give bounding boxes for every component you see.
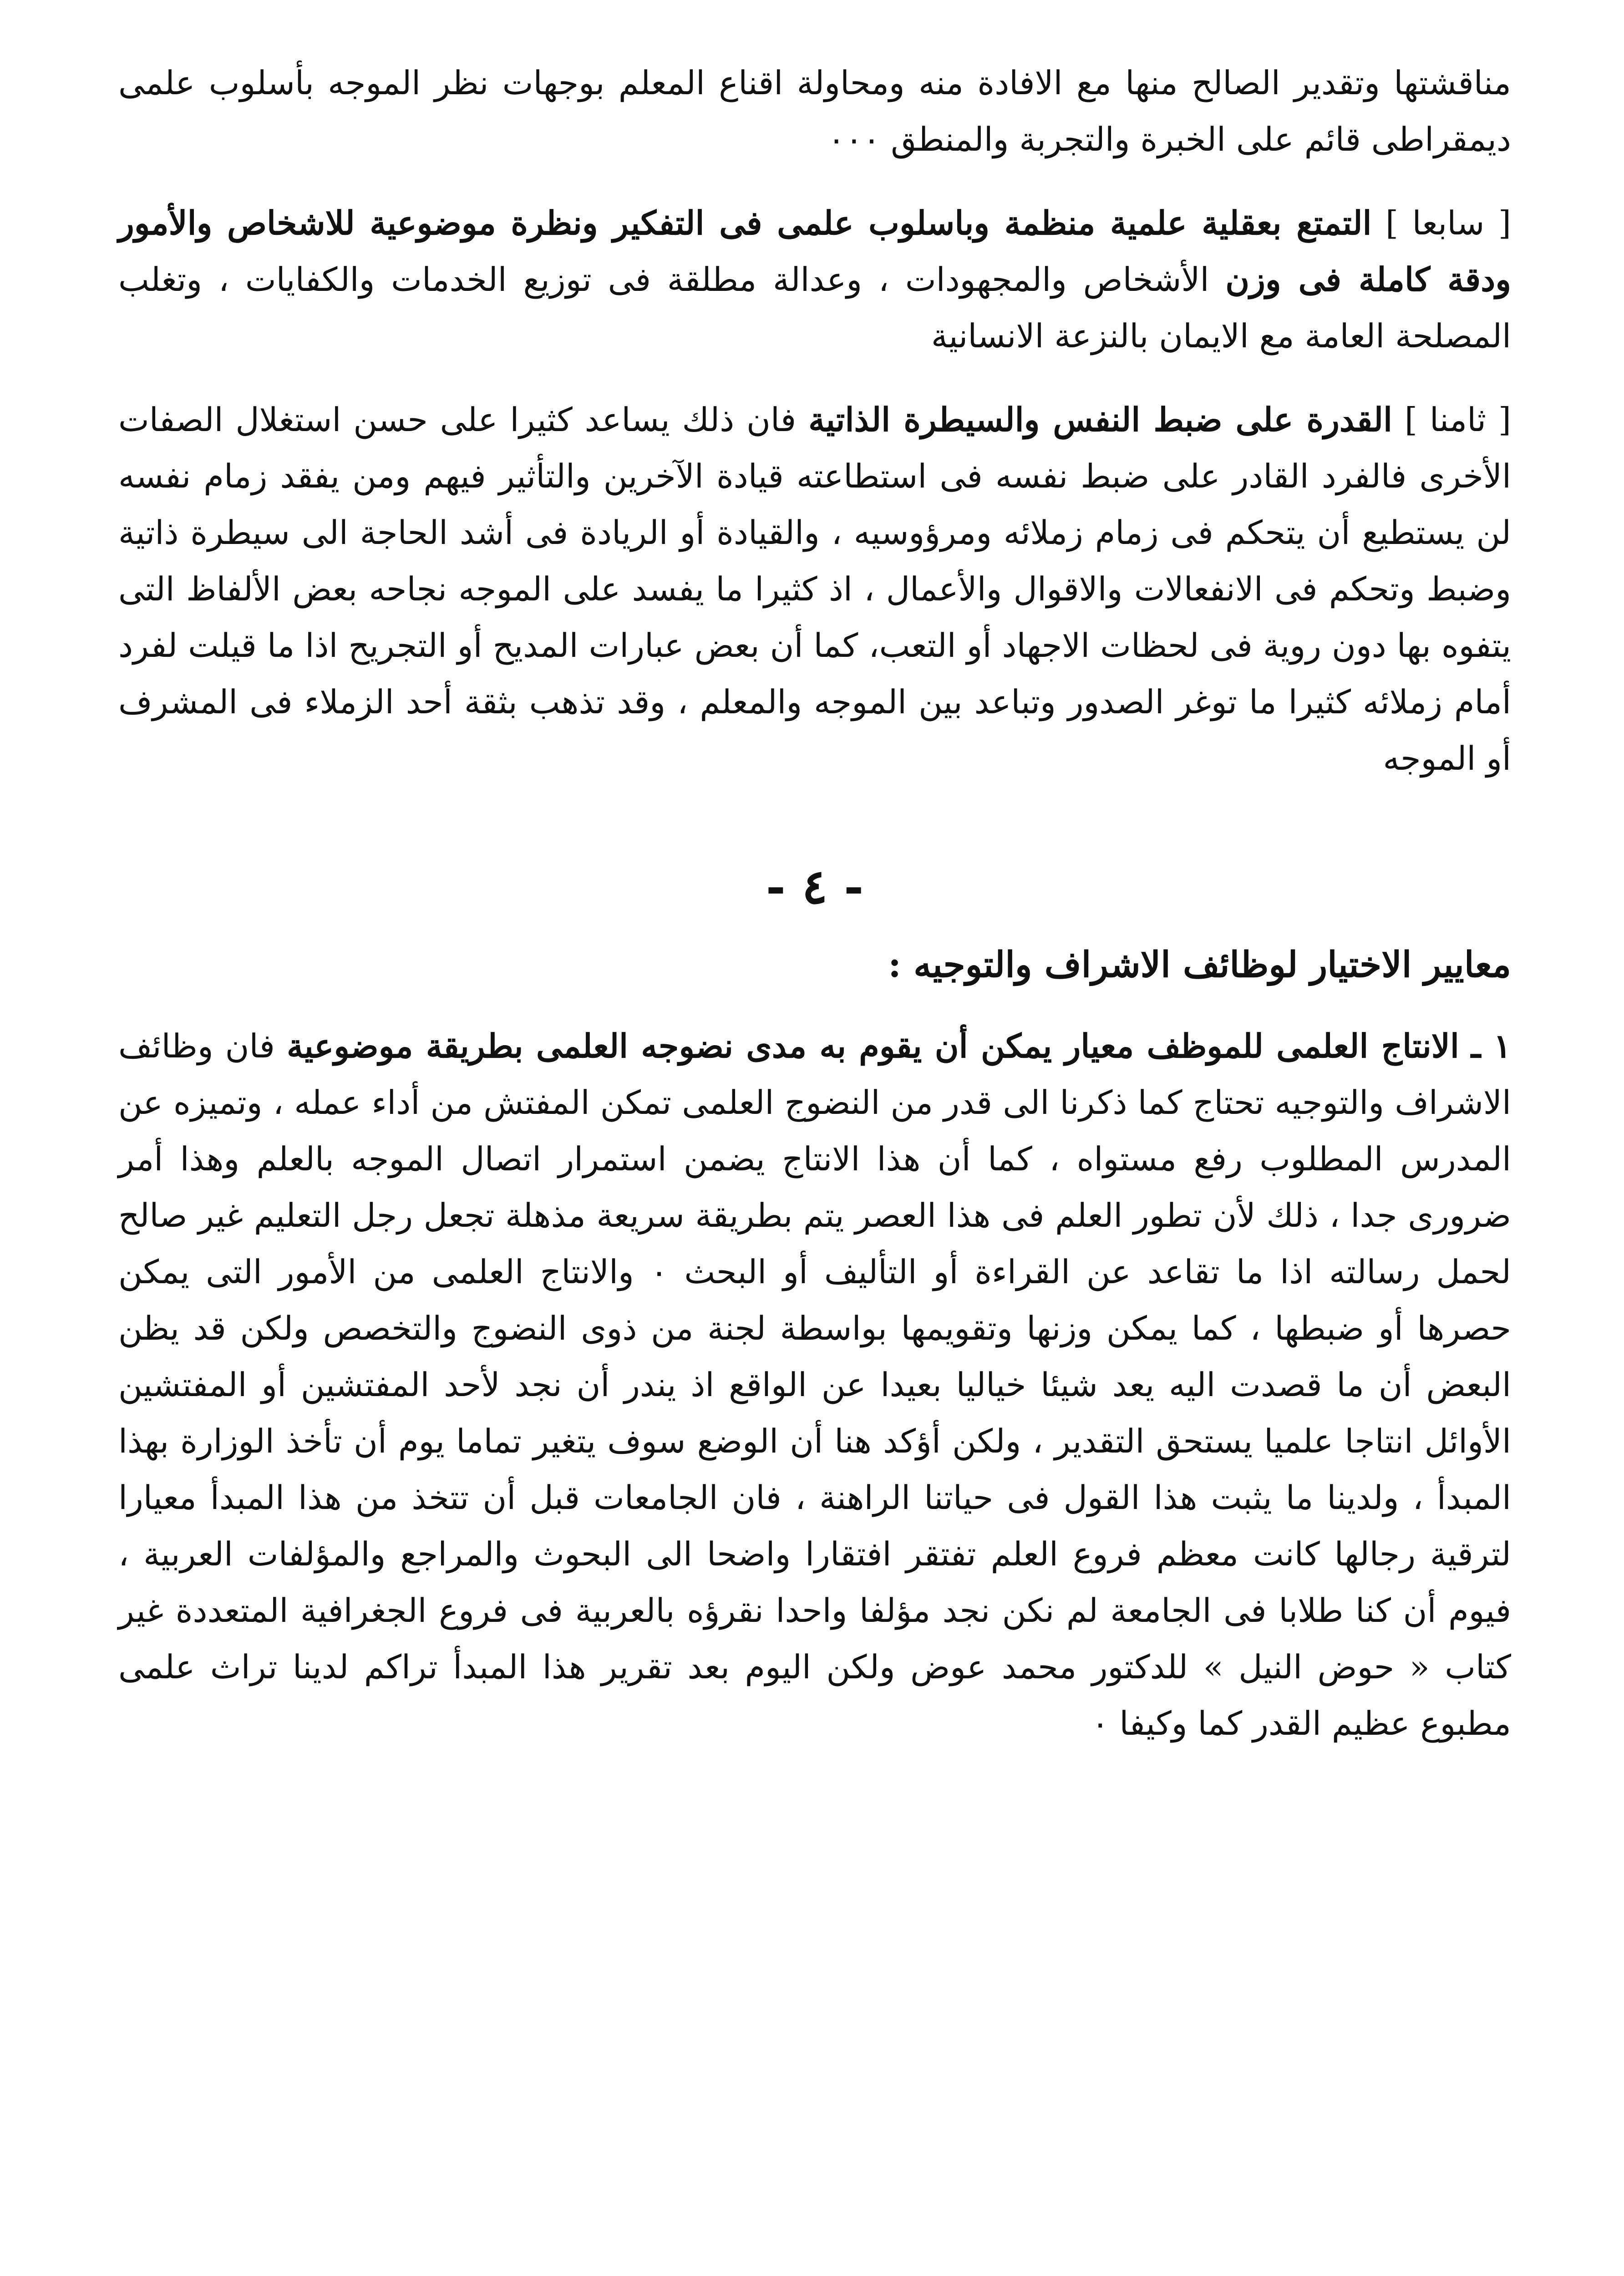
intro-paragraph-text: مناقشتها وتقدير الصالح منها مع الافادة منه ومحاولة اقناع المعلم بوجهات نظر الموجه بأسلوب علمى ديمقراطى قائم على الخبرة والتجربة والمنطق ٠٠٠ bbox=[118, 64, 1511, 158]
criterion-one-heading: الانتاج العلمى للموظف معيار يمكن أن يقوم به مدى نضوجه العلمى بطريقة موضوعية bbox=[287, 1026, 1459, 1065]
criterion-one-text: فان وظائف الاشراف والتوجيه تحتاج كما ذكرنا الى قدر من النضوج العلمى تمكن المفتش من أداء عمله ، وتميزه عن المدرس المطلوب رفع مستواه ، كما أن هذا الانتاج يضمن استمرار اتصال الموجه بالعلم وهذا أمر ضرورى جدا ، ذلك لأن تطور العلم فى هذا العصر يتم بطريقة سريعة مذهلة تجعل رجل التعليم غير صالح لحمل رسالته اذا ما تقاعد عن القراءة أو التأليف أو البحث ٠ والانتاج العلمى من الأمور التى يمكن حصرها أو ضبطها ، كما يمكن وزنها وتقويمها بواسطة لجنة من ذوى النضوج والتخصص ولكن قد يظن البعض أن ما قصدت اليه يعد شيئا خياليا بعيدا عن الواقع اذ يندر أن نجد لأحد المفتشين أو المفتشين الأوائل انتاجا علميا يستحق التقدير ، ولكن أؤكد هنا أن الوضع سوف يتغير تماما يوم أن تأخذ الوزارة بهذا المبدأ ، ولدينا ما يثبت هذا القول فى حياتنا الراهنة ، فان الجامعات قبل أن تتخذ من هذا المبدأ معيارا لترقية رجالها كانت معظم فروع العلم تفتقر افتقارا واضحا الى البحوث والمراجع والمؤلفات العربية ، فيوم أن كنا طلابا فى الجامعة لم نكن نجد مؤلفا واحدا نقرؤه بالعربية فى فروع الجغرافية المتعددة غير كتاب « حوض النيل » للدكتور محمد عوض ولكن اليوم بعد تقرير هذا المبدأ تراكم لدينا تراث علمى مطبوع عظيم القدر كما وكيفا ٠ bbox=[118, 1027, 1511, 1743]
item-seventh-marker: [ سابعا ] bbox=[1385, 204, 1511, 242]
intro-paragraph bbox=[118, 55, 1511, 168]
section-number: - ٤ - bbox=[766, 859, 864, 914]
item-eighth-paragraph bbox=[118, 391, 1511, 787]
item-eighth-text: فان ذلك يساعد كثيرا على حسن استغلال الصفات الأخرى فالفرد القادر على ضبط نفسه فى استطاعته قيادة الآخرين والتأثير فيهم ومن يفقد زمام نفسه لن يستطيع أن يتحكم فى زمام زملائه ومرؤوسيه ، والقيادة أو الريادة فى أشد الحاجة الى سيطرة ذاتية وضبط وتحكم فى الانفعالات والاقوال والأعمال ، اذ كثيرا ما يفسد على الموجه نجاحه بعض الألفاظ التى يتفوه بها دون روية فى لحظات الاجهاد أو التعب، كما أن بعض عبارات المديح أو التجريح اذا ما قيلت لفرد أمام زملائه كثيرا ما توغر الصدور وتباعد بين الموجه والمعلم ، وقد تذهب بثقة أحد الزملاء فى المشرف أو الموجه bbox=[118, 401, 1511, 777]
book-page bbox=[118, 55, 1511, 2276]
criterion-one-paragraph bbox=[118, 1018, 1511, 1752]
section-heading: معايير الاختيار لوظائف الاشراف والتوجيه : bbox=[888, 944, 1511, 986]
item-eighth-marker: [ ثامنا ] bbox=[1404, 401, 1512, 439]
item-seventh-text: الأشخاص والمجهودات ، وعدالة مطلقة فى توزيع الخدمات والكفايات ، وتغلب المصلحة العامة مع الايمان بالنزعة الانسانية bbox=[118, 260, 1511, 355]
criterion-one-marker: ١ ـ bbox=[1471, 1026, 1512, 1065]
item-seventh-heading: التمتع بعقلية علمية منظمة وباسلوب علمى فى التفكير ونظرة موضوعية للاشخاص والأمور ودقة كاملة فى وزن bbox=[118, 203, 1511, 299]
item-seventh-paragraph bbox=[118, 195, 1511, 364]
item-eighth-heading: القدرة على ضبط النفس والسيطرة الذاتية bbox=[808, 400, 1393, 439]
